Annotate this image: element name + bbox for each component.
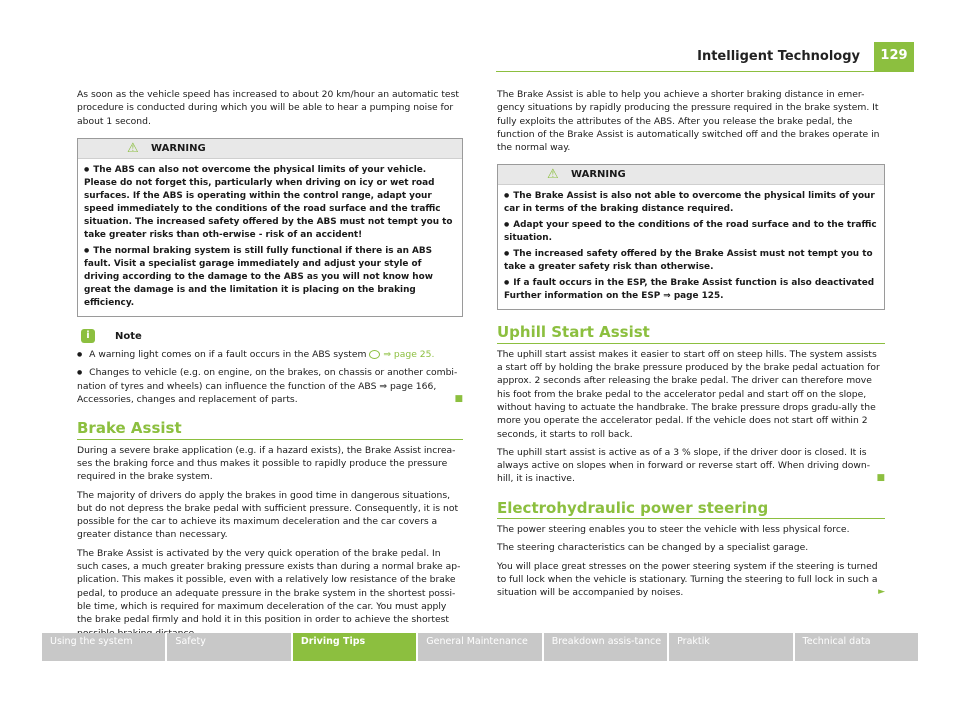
tab-driving-tips[interactable]: Driving Tips bbox=[293, 633, 418, 661]
note-header bbox=[77, 328, 463, 346]
right-column bbox=[497, 88, 885, 605]
abs-warning-box bbox=[77, 138, 463, 317]
steering-paragraph: The power steering enables you to steer the vehicle with less physical force. bbox=[497, 524, 850, 536]
page-reference-link[interactable]: ⇒ page 25. bbox=[383, 349, 435, 361]
warning-body bbox=[78, 159, 462, 316]
warning-label: WARNING bbox=[151, 142, 206, 154]
abs-warning-light-icon bbox=[369, 350, 380, 359]
warning-item: ● The Brake Assist is also not able to overcome the physical limits of your car in terms of the braking distance required. bbox=[504, 189, 878, 216]
brake-assist-paragraph: The majority of drivers do apply the brakes in good time in dangerous situations, but do not depress the brake pedal with sufficient pressure. Consequently, it is not possible for the car to achieve its maximum deceleration and the car covers a greater distance than necessary. bbox=[77, 489, 459, 541]
left-column bbox=[77, 88, 463, 645]
note-item-text: Changes to vehicle (e.g. on engine, on the brakes, on chassis or another combi-nation of tyres and wheels) can influence the function of the ABS ⇒ page 166, Accessories, changes and replacement of parts. bbox=[77, 367, 458, 406]
warning-label: WARNING bbox=[571, 169, 626, 181]
steering-paragraph-text: You will place great stresses on the power steering system if the steering is turned to full lock when the vehicle is stationary. Turning the steering to full lock in such a situation will be accompanied by noises. bbox=[497, 560, 878, 599]
brake-assist-warning-box bbox=[497, 164, 885, 310]
tab-using-the-system[interactable]: Using the system bbox=[42, 633, 167, 661]
uphill-paragraph bbox=[497, 446, 885, 486]
tab-safety[interactable]: Safety bbox=[167, 633, 292, 661]
chapter-title: Intelligent Technology bbox=[697, 49, 860, 64]
note-item bbox=[77, 366, 463, 406]
section-end-icon: ■ bbox=[454, 394, 463, 405]
uphill-start-assist-heading: Uphill Start Assist bbox=[497, 326, 885, 343]
warning-body bbox=[498, 185, 884, 309]
warning-item: ● The increased safety offered by the Brake Assist must not tempt you to take a greater safety risk than otherwise. bbox=[504, 247, 878, 274]
section-end-icon: ■ bbox=[876, 473, 885, 484]
info-icon: i bbox=[81, 329, 95, 343]
warning-item: ● The normal braking system is still fully functional if there is an ABS fault. Visit a specialist garage immediately and adjust your style of driving according to the damage to the ABS as you will not know how great the damage is and the limitation it is placing on the braking efficiency. bbox=[84, 244, 456, 310]
warning-header bbox=[498, 165, 884, 185]
tab-praktik[interactable]: Praktik bbox=[669, 633, 794, 661]
warning-item: ● The ABS can also not overcome the physical limits of your vehicle. Please do not forget this, particularly when driving on icy or wet road surfaces. If the ABS is operating within the control range, adapt your speed immediately to the conditions of the road surface and the traffic situation. The increased safety offered by the ABS must not tempt you to take greater risks than oth-erwise - risk of an accident! bbox=[84, 163, 456, 242]
brake-assist-paragraph: During a severe brake application (e.g. if a hazard exists), the Brake Assist increa-ses the braking force and thus makes it possible to rapidly produce the pressure required in the brake system. bbox=[77, 444, 456, 483]
continue-arrow-icon: ► bbox=[878, 587, 885, 598]
note-item bbox=[77, 348, 463, 361]
steering-paragraph: The steering characteristics can be changed by a specialist garage. bbox=[497, 542, 809, 554]
note-label: Note bbox=[115, 330, 142, 342]
uphill-paragraph: The uphill start assist makes it easier to start off on steep hills. The system assists a start off by holding the brake pressure produced by the brake pedal actuation for approx. 2 seconds after releasing the brake pedal. The driver can therefore move his foot from the brake pedal to the accelerator pedal and start off on the slope, without having to actuate the handbrake. The brake pressure drops gradu-ally the more you operate the accelerator pedal. If the vehicle does not start off within 2 seconds, it starts to roll back. bbox=[497, 348, 880, 440]
header-rule bbox=[496, 71, 914, 72]
brake-assist-paragraph: The Brake Assist is activated by the very quick operation of the brake pedal. In such cases, a much greater braking pressure exists than during a normal brake ap-plication. This makes it possible, even with a relatively low resistance of the brake pedal, to produce an adequate pressure in the brake system in the shortest possi-ble time, which is required for maximum deceleration of the car. You must apply the brake pedal firmly and hold it in this position in order to achieve the shortest bbox=[77, 547, 461, 626]
note-item-text: A warning light comes on if a fault occurs in the ABS system bbox=[89, 349, 367, 361]
chapter-tabs bbox=[42, 633, 918, 661]
page-number: 129 bbox=[874, 42, 914, 72]
warning-item: ● If a fault occurs in the ESP, the Brake Assist function is also deactivated Further information on the ESP ⇒ page 125. bbox=[504, 276, 878, 303]
brake-assist-intro-paragraph: The Brake Assist is able to help you achieve a shorter braking distance in emer-gency situations by rapidly producing the pressure required in the brake system. It fully exploits the attributes of the ABS. After you release the brake pedal, the function of the Brake Assist is automatically switched off and the brakes operate in the normal way. bbox=[497, 89, 880, 154]
warning-item: ● Adapt your speed to the conditions of the road surface and to the traffic situation. bbox=[504, 218, 878, 245]
brake-assist-heading: Brake Assist bbox=[77, 422, 463, 439]
tab-general-maintenance[interactable]: General Maintenance bbox=[418, 633, 543, 661]
warning-header bbox=[78, 139, 462, 159]
tab-breakdown-assistance[interactable]: Breakdown assis-tance bbox=[544, 633, 669, 661]
uphill-paragraph-text: The uphill start assist is active as of a 3 % slope, if the driver door is closed. It is always active on slopes when in forward or reverse start off. When driving down-hill, it is inactive. bbox=[497, 446, 871, 485]
steering-paragraph bbox=[497, 560, 885, 600]
abs-intro-paragraph: As soon as the vehicle speed has increased to about 20 km/hour an automatic test procedure is conducted during which you will be able to hear a pumping noise for about 1 second. bbox=[77, 89, 459, 127]
power-steering-heading: Electrohydraulic power steering bbox=[497, 502, 885, 519]
warning-triangle-icon: ⚠ bbox=[127, 140, 139, 156]
warning-triangle-icon: ⚠ bbox=[547, 167, 559, 183]
tab-technical-data[interactable]: Technical data bbox=[795, 633, 918, 661]
